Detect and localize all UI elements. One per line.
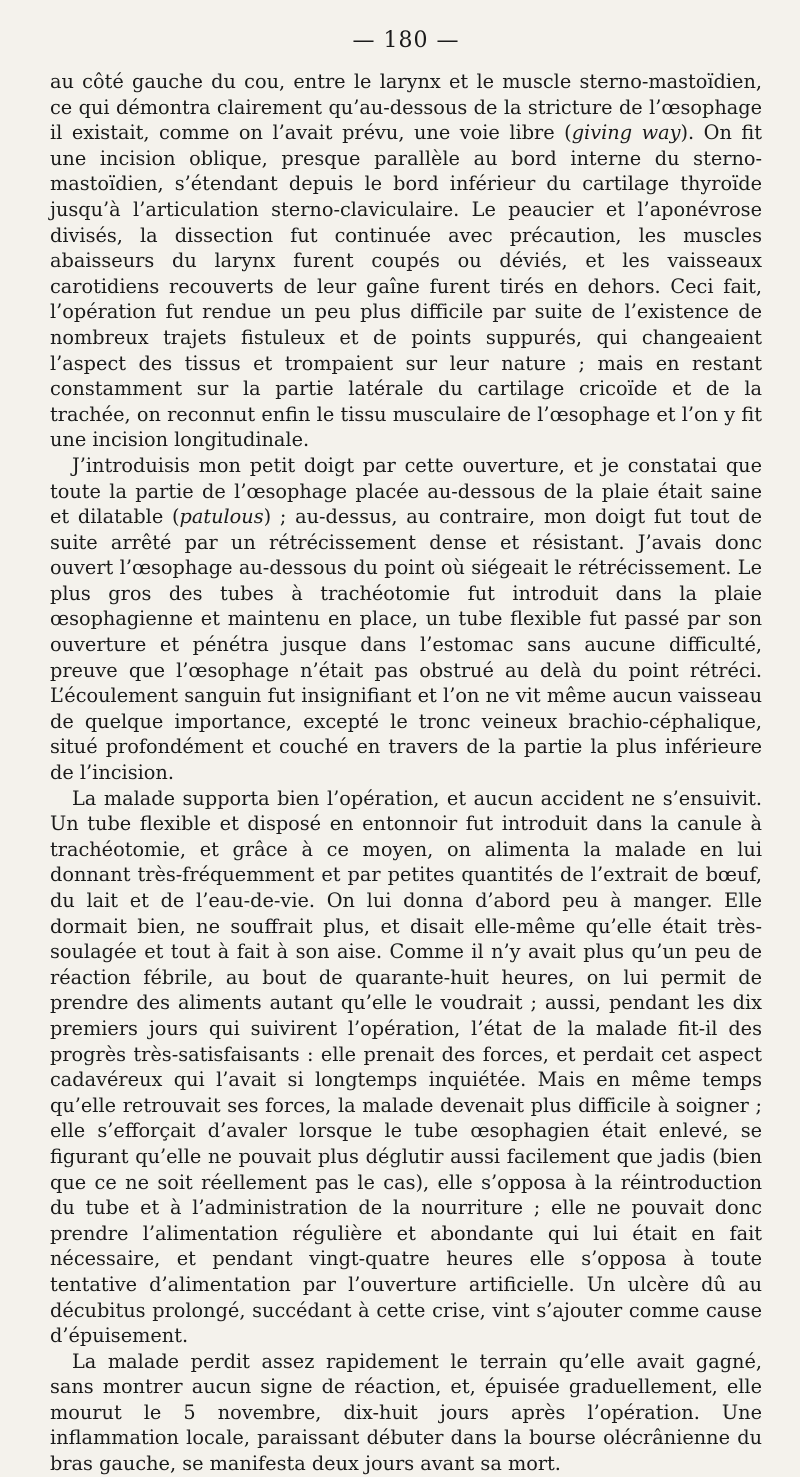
italic-term: giving way [571, 121, 681, 145]
paragraph [50, 786, 762, 1349]
text-run: ) ; au-dessus, au contraire, mon doigt fut tout de suite arrêté par un rétrécissement dense et résistant. J’avais donc ouvert l’œsophage au-dessous du point où siégeait le rétrécissement. Le plus gros des tubes à trachéotomie fut introduit dans la plaie œsophagienne et maintenu en place, un tube flexible fut passé par son ouverture et pénétra jusque dans l’estomac sans aucune difficulté, preuve que l’œsophage n’était pas obstrué au delà du point rétréci. L’écoulement sanguin fut insignifiant et l’on ne vit même aucun vaisseau de quelque importance, excepté le tronc veineux brachio-céphalique, situé profondément et couché en travers de la partie la plus inférieure de l’incision. [50, 505, 762, 785]
paragraph [50, 1349, 762, 1477]
text-run: La malade perdit assez rapidement le terrain qu’elle avait gagné, sans montrer aucun signe de réaction, et, épuisée graduellement, elle mourut le 5 novembre, dix-huit jours après l’opération. Une inflammation locale, paraissant débuter dans la bourse olécrânienne du bras gauche, se manifesta deux jours avant sa mort. [50, 1349, 762, 1476]
text-run: La malade supporta bien l’opération, et aucun accident ne s’ensuivit. Un tube flexible et disposé en entonnoir fut introduit dans la canule à trachéotomie, et grâce à ce moyen, on alimenta la malade en lui donnant très-fréquemment et par petites quantités de l’extrait de bœuf, du lait et de l’eau-de-vie. On lui donna d’abord peu à manger. Elle dormait bien, ne souffrait plus, et disait elle-même qu’elle était très-soulagée et tout à fait à son aise. Comme il n’y avait plus qu’un peu de réaction fébrile, au bout de quarante-huit heures, on lui permit de prendre des aliments autant qu’elle le voudrait ; aussi, pendant les dix premiers jours qui suivirent l’opération, l’état de la malade fit-il des progrès très-satisfaisants : elle prenait des forces, et perdait cet aspect cadavéreux qui l’avait si longtemps inquiétée. Mais en même temps qu’elle retrouvait ses forces, la malade devenait plus difficile à soigner ; elle s’efforçait d’avaler lorsque le tube œsophagien était enlevé, se figurant qu’elle ne pouvait plus déglutir aussi facilement que jadis (bien que ce ne soit réellement pas le cas), elle s’opposa à la réintroduction du tube et à l’administration de la nourriture ; elle ne pouvait donc prendre l’alimentation régulière et abondante qui lui était en fait nécessaire, et pendant vingt-quatre heures elle s’opposa à toute tentative d’alimentation par l’ouverture artificielle. Un ulcère dû au décubitus prolongé, succédant à cette crise, vint s’ajouter comme cause d’épuisement. [50, 786, 762, 1348]
text-run: J’introduisis mon petit doigt par cette ouverture, et je constatai que toute la partie de l’œsophage placée au-dessous de la plaie était saine et dilatable ( [50, 453, 762, 529]
text-run: ). On fit une incision oblique, presque parallèle au bord interne du sterno-mastoïdien, s’étendant depuis le bord inférieur du cartilage thyroïde jusqu’à l’articulation sterno-claviculaire. Le peaucier et l’aponévrose divisés, la dissection fut continuée avec précaution, les muscles abaisseurs du larynx furent coupés ou déviés, et les vaisseaux carotidiens recouverts de leur gaîne furent tirés en dehors. Ceci fait, l’opération fut rendue un peu plus difficile par suite de l’existence de nombreux trajets fistuleux et de points suppurés, qui changeaient l’aspect des tissus et trompaient sur leur nature ; mais en restant constamment sur la partie latérale du cartilage cricoïde et de la trachée, on reconnut enfin le tissu musculaire de l’œsophage et l’on y fit une incision longitudinale. [50, 121, 762, 452]
text-run: au côté gauche du cou, entre le larynx et le muscle sterno-mastoïdien, ce qui démontra clairement qu’au-dessous de la stricture de l’œsophage il existait, comme on l’avait prévu, une voie libre ( [50, 70, 762, 145]
paragraph [50, 453, 762, 786]
paragraph-continuation [50, 69, 762, 453]
page-number: — 180 — [352, 28, 460, 53]
italic-term: patulous [179, 505, 264, 529]
